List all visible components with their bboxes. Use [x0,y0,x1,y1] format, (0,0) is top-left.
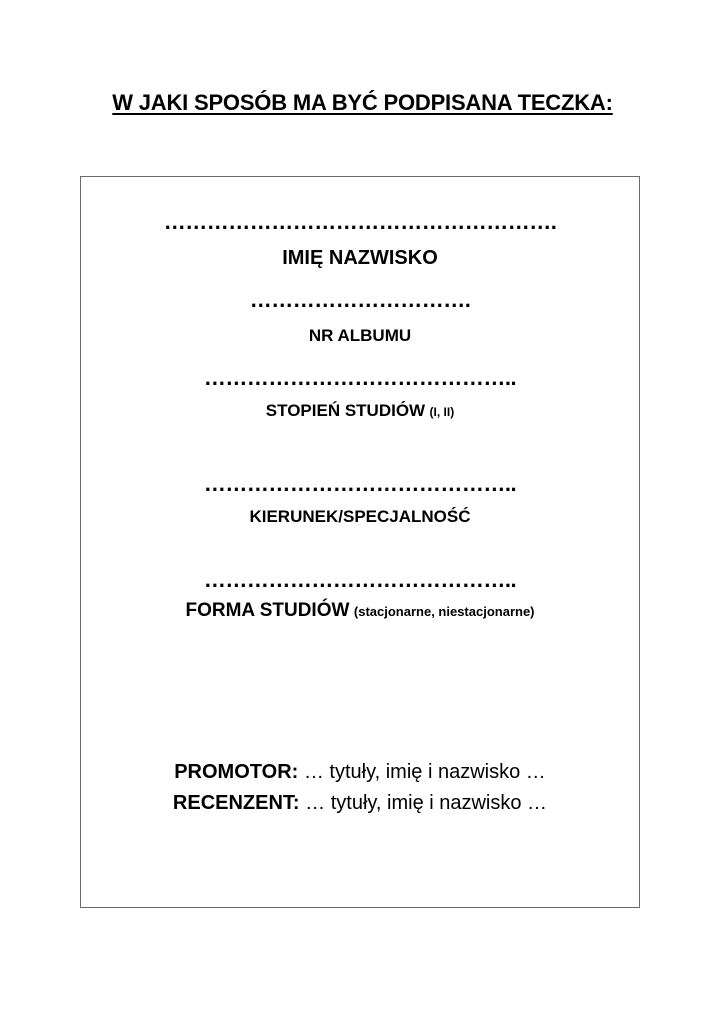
name-field-label: IMIĘ NAZWISKO [282,247,438,269]
study-mode-placeholder-dots: …………………………………….. [203,567,517,592]
promotor-label: PROMOTOR: [174,761,299,783]
reviewer-line [81,792,639,815]
album-number-field-label: NR ALBUMU [308,326,412,345]
field-of-study-placeholder-dots: …………………………………….. [203,471,517,496]
degree-level-hint: (I, II) [429,405,455,419]
degree-level-field-label: STOPIEŃ STUDIÓW [265,401,426,420]
page-title: W JAKI SPOSÓB MA BYĆ PODPISANA TECZKA: [112,90,613,115]
reviewer-placeholder: … tytuły, imię i nazwisko … [299,792,548,814]
study-mode-field [81,600,639,622]
field-of-study-field-label: KIERUNEK/SPECJALNOŚĆ [249,507,471,526]
promotor-placeholder: … tytuły, imię i nazwisko … [298,761,546,783]
folder-label-template [80,176,640,908]
reviewer-label: RECENZENT: [172,792,300,814]
degree-level-placeholder-dots: …………………………………….. [203,365,517,390]
name-placeholder-dots: ………………………………………………. [163,209,557,234]
degree-level-field [81,401,639,421]
album-number-placeholder-dots: …………………………. [249,287,471,312]
study-mode-hint: (stacjonarne, niestacjonarne) [353,604,535,619]
study-mode-field-label: FORMA STUDIÓW [185,600,350,621]
promotor-line [81,761,639,784]
